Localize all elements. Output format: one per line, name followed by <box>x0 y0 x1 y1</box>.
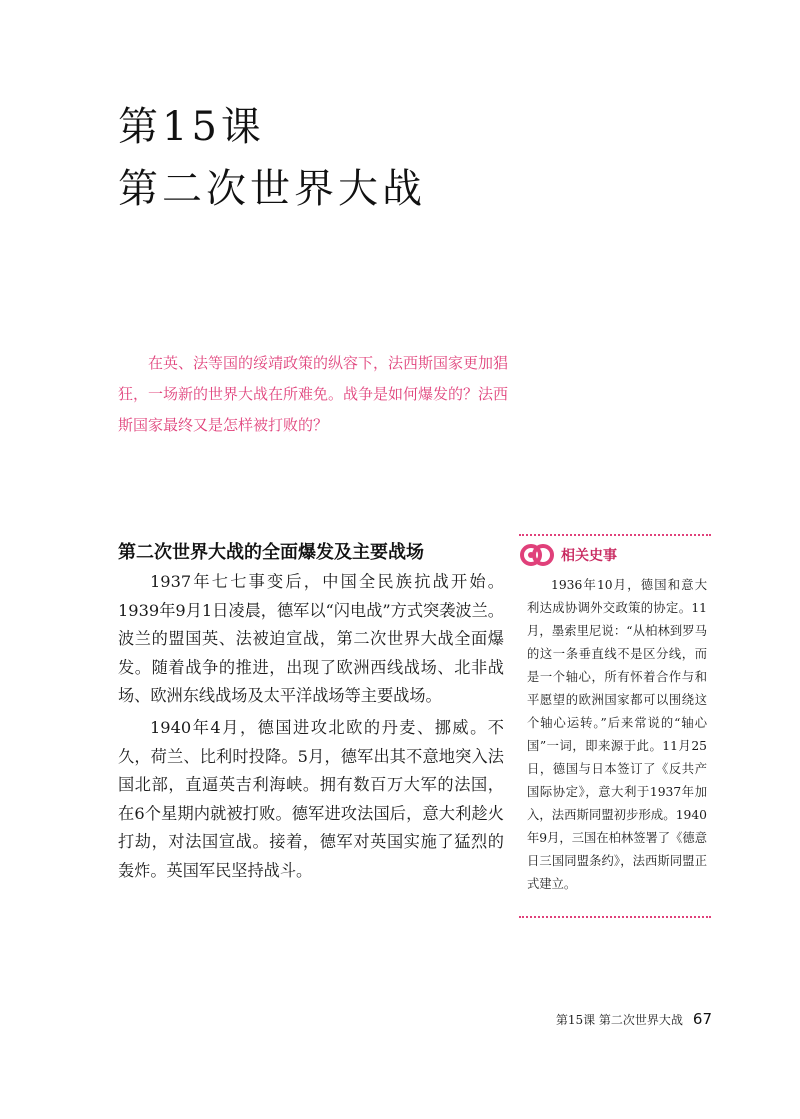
sidebar-title: 相关史事 <box>561 548 617 564</box>
body-paragraph: 1940年4月，德国进攻北欧的丹麦、挪威。不久，荷兰、比利时投降。5月，德军出其不意地突入法国北部，直逼英吉利海峡。拥有数百万大军的法国，在6个星期内就被打败。德军进攻法国后，意大利趁火打劫，对法国宣战。接着，德军对英国实施了猛烈的轰炸。英国军民坚持战斗。 <box>118 717 504 880</box>
lesson-title <box>118 96 426 220</box>
related-history-sidebar <box>519 534 711 918</box>
intro-block <box>118 348 518 441</box>
footer-lesson-label: 第15课 第二次世界大战 <box>555 1013 683 1027</box>
body-paragraph: 1937年七七事变后，中国全民族抗战开始。1939年9月1日凌晨，德军以“闪电战”方式突袭波兰。波兰的盟国英、法被迫宣战，第二次世界大战全面爆发。随着战争的推进，出现了欧洲西线战场、北非战场、欧洲东线战场及太平洋战场等主要战场。 <box>118 572 504 706</box>
intro-text: 在英、法等国的绥靖政策的纵容下，法西斯国家更加猖狂，一场新的世界大战在所难免。战争是如何爆发的？法西斯国家最终又是怎样被打败的？ <box>118 354 509 434</box>
lesson-number: 第15课 <box>118 104 265 150</box>
section-body <box>118 568 504 886</box>
sidebar-text: 1936年10月，德国和意大利达成协调外交政策的协定。11月，墨索里尼说：“从柏林到罗马的这一条垂直线不是区分线，而是一个轴心，所有怀着合作与和平愿望的欧洲国家都可以围绕这个轴心运转。”后来常说的“轴心国”一词，即来源于此。11月25日，德国与日本签订了《反共产国际协定》，意大利于1937年加入，法西斯同盟初步形成。1940年9月，三国在柏林签署了《德意日三国同盟条约》，法西斯同盟正式建立。 <box>527 578 707 891</box>
section-heading: 第二次世界大战的全面爆发及主要战场 <box>118 542 424 563</box>
interlocking-rings-icon <box>519 543 555 567</box>
lesson-name: 第二次世界大战 <box>118 166 426 212</box>
page-footer <box>556 1010 712 1028</box>
page-number: 67 <box>692 1010 712 1028</box>
sidebar-header <box>519 542 617 568</box>
